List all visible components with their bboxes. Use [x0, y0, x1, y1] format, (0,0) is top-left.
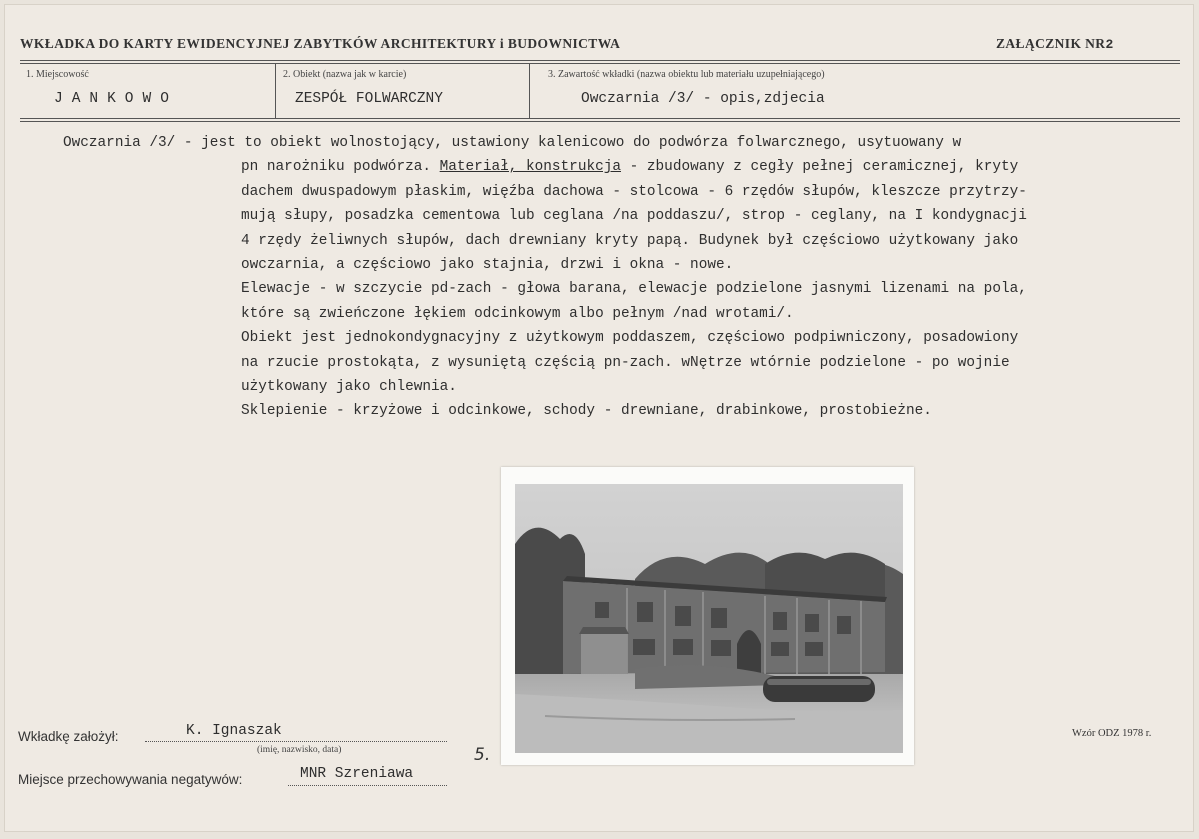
- description-line: Owczarnia /3/ - jest to obiekt wolnostojący, ustawiony kalenicowo do podwórza folwarcznego, usytuowany w: [63, 135, 962, 151]
- object-value: ZESPÓŁ FOLWARCZNY: [295, 91, 443, 107]
- locality-label: 1. Miejscowość: [26, 69, 89, 80]
- attachment-label: [996, 36, 1114, 52]
- description-line: owczarnia, a częściowo jako stajnia, drzwi i okna - nowe.: [241, 257, 734, 274]
- form-title: WKŁADKA DO KARTY EWIDENCYJNEJ ZABYTKÓW ARCHITEKTURY i BUDOWNICTWA: [20, 36, 621, 51]
- field-divider-1: [275, 64, 276, 118]
- content-value: Owczarnia /3/ - opis,zdjecia: [581, 91, 825, 107]
- created-by-label: Wkładkę założył:: [18, 729, 119, 744]
- header-rule-bottom-2: [20, 121, 1180, 122]
- description-line: Elewacje - w szczycie pd-zach - głowa barana, elewacje podzielone jasnymi lizenami na pola,: [241, 281, 1027, 298]
- page-number: 5.: [474, 745, 491, 765]
- attachment-number: 2: [1105, 37, 1114, 52]
- description-text: [63, 131, 1183, 424]
- negatives-location-value: MNR Szreniawa: [300, 766, 414, 782]
- description-line: które są zwieńczone łękiem odcinkowym albo pełnym /nad wrotami/.: [241, 305, 794, 322]
- description-line: [63, 155, 1183, 179]
- header-rule-top-2: [20, 63, 1180, 64]
- created-by-hint: (imię, nazwisko, data): [257, 745, 342, 755]
- field-divider-2: [529, 64, 530, 118]
- description-line: Obiekt jest jednokondygnacyjny z użytkowym poddaszem, częściowo podpiwniczony, posadowiony: [241, 330, 1019, 347]
- description-line: dachem dwuspadowym płaskim, więźba dachowa - stolcowa - 6 rzędów słupów, kleszcze przytrzy-: [241, 183, 1027, 200]
- description-line: Sklepienie - krzyżowe i odcinkowe, schody - drewniane, drabinkowe, prostobieżne.: [241, 403, 932, 420]
- description-line-text: - zbudowany z cegły pełnej ceramicznej, kryty: [621, 159, 1019, 176]
- description-line-text: pn narożniku podwórza.: [241, 159, 431, 176]
- description-line: 4 rzędy żeliwnych słupów, dach drewniany kryty papą. Budynek był częściowo użytkowany jako: [241, 232, 1019, 249]
- form-template-note: Wzór ODZ 1978 r.: [1072, 728, 1152, 739]
- created-by-value: K. Ignaszak: [186, 723, 282, 739]
- object-label: 2. Obiekt (nazwa jak w karcie): [283, 69, 407, 80]
- header-rule-bottom: [20, 118, 1180, 119]
- content-label: 3. Zawartość wkładki (nazwa obiektu lub materiału uzupełniającego): [548, 69, 825, 80]
- negatives-location-dotline: [288, 785, 447, 786]
- section-heading-material: Materiał, konstrukcja: [439, 159, 621, 176]
- header-rule-top: [20, 60, 1180, 61]
- sheepfold-photo-image: [515, 484, 903, 753]
- locality-value: JANKOWO: [54, 91, 178, 107]
- created-by-dotline: [145, 741, 447, 742]
- description-line: mują słupy, posadzka cementowa lub ceglana /na poddaszu/, strop - ceglany, na I kondygnacji: [241, 208, 1027, 225]
- photo-print: [501, 467, 914, 765]
- description-line: użytkowany jako chlewnia.: [241, 379, 457, 396]
- negatives-location-label: Miejsce przechowywania negatywów:: [18, 772, 243, 787]
- building-photo: [515, 484, 903, 753]
- description-line: na rzucie prostokąta, z wysuniętą częścią pn-zach. wNętrze wtórnie podzielone - po wojnie: [241, 354, 1010, 371]
- attachment-label-text: ZAŁĄCZNIK NR: [996, 36, 1106, 51]
